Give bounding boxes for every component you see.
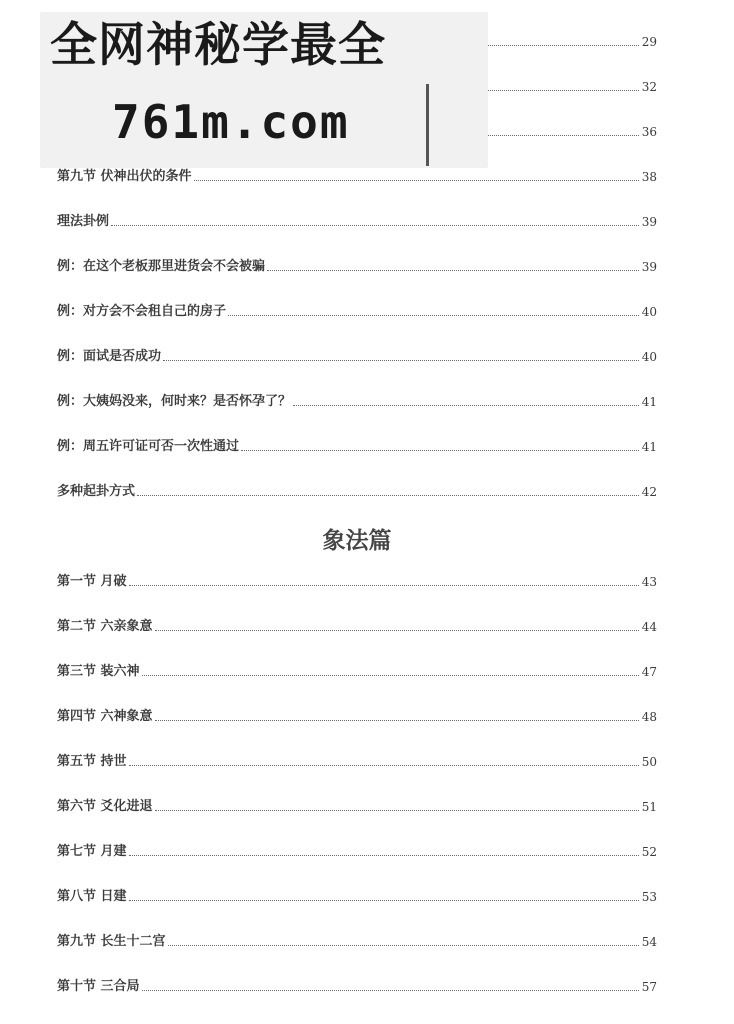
- toc-entry-label: 例：对方会不会租自己的房子: [57, 304, 227, 319]
- toc-row[interactable]: [57, 210, 657, 230]
- toc-entry-label: 第八节 日建: [57, 889, 127, 904]
- toc-row[interactable]: [57, 300, 657, 320]
- toc-page-number: 57: [641, 980, 657, 994]
- toc-entry-label: 例：在这个老板那里进货会不会被骗: [57, 259, 266, 274]
- toc-row[interactable]: [57, 255, 657, 275]
- toc-page-number: 44: [641, 620, 657, 634]
- watermark-logo: [40, 12, 488, 168]
- toc-entry-label: 第九节 长生十二宫: [57, 934, 166, 949]
- toc-leader-dots: [137, 494, 639, 496]
- toc-entry-label: 多种起卦方式: [57, 484, 136, 499]
- toc-page-number: 50: [641, 755, 657, 769]
- toc-leader-dots: [241, 449, 639, 451]
- toc-row[interactable]: [57, 480, 657, 500]
- toc-entry-label: 第二节 六亲象意: [57, 619, 153, 634]
- toc-leader-dots: [155, 809, 639, 811]
- toc-page-number: 32: [641, 80, 657, 94]
- watermark-divider: [426, 84, 429, 166]
- toc-page-number: 39: [641, 215, 657, 229]
- toc-leader-dots: [194, 179, 639, 181]
- toc-page-number: 41: [641, 395, 657, 409]
- toc-page-number: 40: [641, 350, 657, 364]
- toc-row[interactable]: [57, 345, 657, 365]
- toc-page-number: 39: [641, 260, 657, 274]
- toc-page-number: 43: [641, 575, 657, 589]
- toc-page-number: 52: [641, 845, 657, 859]
- toc-page-number: 36: [641, 125, 657, 139]
- toc-leader-dots: [111, 224, 639, 226]
- toc-leader-dots: [163, 359, 639, 361]
- toc-leader-dots: [267, 269, 639, 271]
- toc-row[interactable]: [57, 750, 657, 770]
- toc-entry-label: 例：周五许可证可否一次性通过: [57, 439, 240, 454]
- toc-row[interactable]: [57, 885, 657, 905]
- toc-page-number: 54: [641, 935, 657, 949]
- toc-leader-dots: [293, 404, 639, 406]
- toc-entry-label: 第一节 月破: [57, 574, 127, 589]
- toc-entry-label: 例：面试是否成功: [57, 349, 162, 364]
- toc-row[interactable]: [57, 975, 657, 995]
- toc-leader-dots: [142, 674, 639, 676]
- toc-leader-dots: [129, 854, 639, 856]
- toc-row[interactable]: [57, 795, 657, 815]
- toc-leader-dots: [155, 719, 639, 721]
- toc-entry-label: 第九节 伏神出伏的条件: [57, 169, 192, 184]
- toc-row[interactable]: [57, 390, 657, 410]
- toc-entry-label: 例：大姨妈没来，何时来？是否怀孕了？: [57, 394, 292, 409]
- toc-entry-label: 第七节 月建: [57, 844, 127, 859]
- toc-entry-label: 第十节 三合局: [57, 979, 140, 994]
- toc-leader-dots: [129, 899, 639, 901]
- toc-row[interactable]: [57, 615, 657, 635]
- toc-leader-dots: [155, 629, 639, 631]
- toc-leader-dots: [142, 989, 639, 991]
- toc-leader-dots: [168, 944, 639, 946]
- toc-page-number: 47: [641, 665, 657, 679]
- toc-page-number: 38: [641, 170, 657, 184]
- watermark-title: 全网神秘学最全: [50, 18, 386, 73]
- toc-row[interactable]: [57, 165, 657, 185]
- toc-page-number: 40: [641, 305, 657, 319]
- toc-entry-label: 第三节 装六神: [57, 664, 140, 679]
- toc-row[interactable]: [57, 705, 657, 725]
- toc-page-number: 29: [641, 35, 657, 49]
- toc-page-number: 53: [641, 890, 657, 904]
- toc-page-number: 42: [641, 485, 657, 499]
- watermark-url: 761m.com: [112, 95, 350, 149]
- toc-row[interactable]: [57, 930, 657, 950]
- section-title: 象法篇: [322, 528, 392, 554]
- toc-entry-label: 第四节 六神象意: [57, 709, 153, 724]
- toc-page-number: 41: [641, 440, 657, 454]
- toc-row[interactable]: [57, 570, 657, 590]
- toc-row[interactable]: [57, 840, 657, 860]
- toc-leader-dots: [228, 314, 639, 316]
- toc-leader-dots: [129, 584, 639, 586]
- toc-entry-label: 第六节 爻化进退: [57, 799, 153, 814]
- toc-page-number: 51: [641, 800, 657, 814]
- toc-entry-label: 第五节 持世: [57, 754, 127, 769]
- toc-row[interactable]: [57, 435, 657, 455]
- toc-leader-dots: [129, 764, 639, 766]
- toc-row[interactable]: [57, 660, 657, 680]
- toc-entry-label: 理法卦例: [57, 214, 110, 229]
- toc-page-number: 48: [641, 710, 657, 724]
